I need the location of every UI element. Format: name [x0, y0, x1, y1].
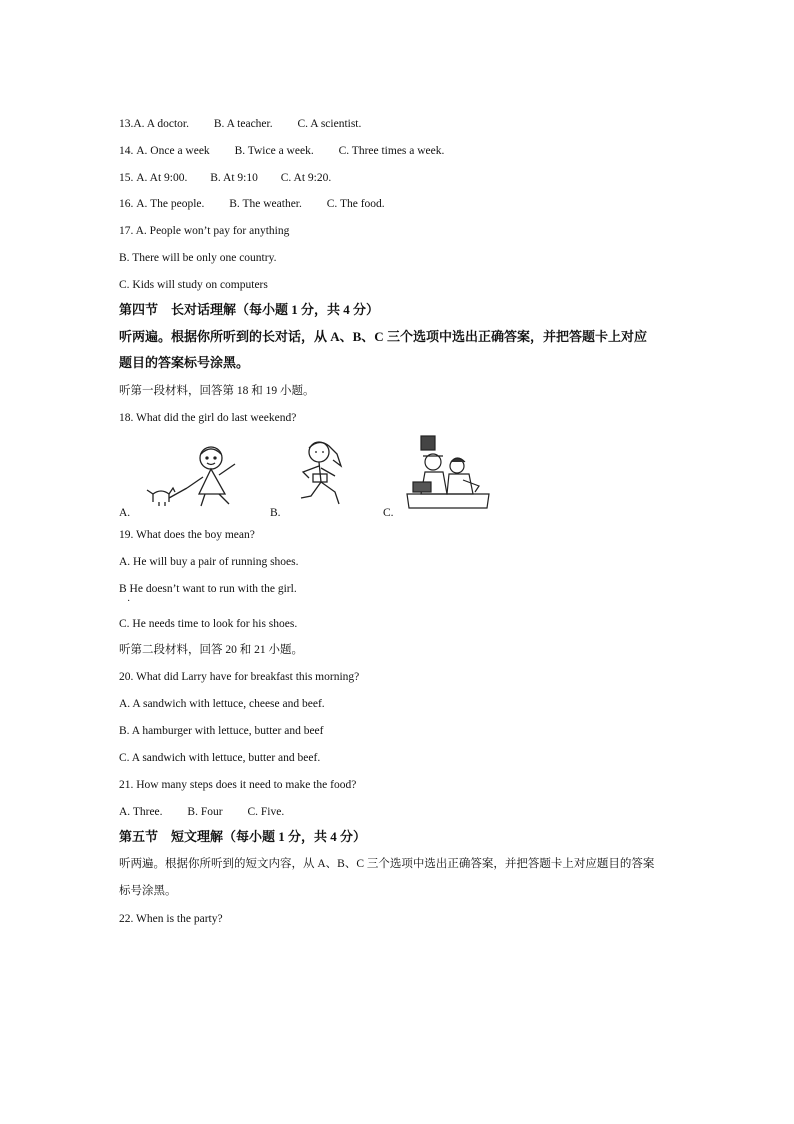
q18-option-a-label: A.: [119, 507, 131, 519]
q14-option-b: B. Twice a week.: [234, 145, 314, 157]
q18-question: 18. What did the girl do last weekend?: [119, 412, 297, 424]
q17-option-b: B. There will be only one country.: [119, 252, 277, 264]
q15-option-c: C. At 9:20.: [280, 172, 332, 184]
q15-option-a: A. At 9:00.: [136, 172, 188, 184]
section-4-instructions-2: 题目的答案标号涂黑。: [119, 355, 250, 370]
q16-option-b: B. The weather.: [229, 198, 302, 210]
q16-option-a: A. The people.: [136, 198, 205, 210]
question-16: [119, 197, 385, 211]
q13-option-a: A. A doctor.: [133, 118, 189, 130]
q15-num: 15.: [119, 172, 137, 184]
q19-question: 19. What does the boy mean?: [119, 529, 255, 541]
section-5-title: 第五节 短文理解（每小题 1 分，共 4 分）: [119, 829, 367, 844]
q22-question: 22. When is the party?: [119, 913, 223, 925]
q13-option-c: C. A scientist.: [297, 118, 362, 130]
question-15: [119, 171, 331, 185]
girl-walking-dog-picture: [139, 442, 244, 512]
q21-option-c: C. Five.: [247, 806, 285, 818]
material-1-note: 听第一段材料，回答第 18 和 19 小题。: [119, 385, 315, 397]
stray-dot: ·: [127, 596, 131, 607]
q20-option-b: B. A hamburger with lettuce, butter and beef: [119, 725, 324, 737]
q18-option-c-label: C.: [383, 507, 394, 519]
material-2-note: 听第二段材料，回答 20 和 21 小题。: [119, 644, 303, 656]
q21-options: [119, 805, 284, 819]
section-4-instructions-1: 听两遍。根据你所听到的长对话，从 A、B、C 三个选项中选出正确答案，并把答题卡上对应: [119, 329, 647, 344]
q15-option-b: B. At 9:10: [210, 172, 258, 184]
family-reading-picture: [403, 432, 493, 512]
section-4-title: 第四节 长对话理解（每小题 1 分，共 4 分）: [119, 302, 380, 317]
q19-option-b: B He doesn’t want to run with the girl.: [119, 583, 297, 595]
q16-num: 16.: [119, 198, 137, 210]
q13-a: 13.: [119, 118, 134, 130]
q17-option-c: C. Kids will study on computers: [119, 279, 268, 291]
q18-option-b-label: B.: [270, 507, 281, 519]
q14-option-c: C. Three times a week.: [338, 145, 445, 157]
girl-running-picture: [287, 436, 357, 512]
q20-option-c: C. A sandwich with lettuce, butter and beef.: [119, 752, 321, 764]
q21-option-b: B. Four: [187, 806, 223, 818]
q14-num: 14.: [119, 145, 137, 157]
section-5-instructions-2: 标号涂黑。: [119, 885, 177, 897]
q19-option-a: A. He will buy a pair of running shoes.: [119, 556, 299, 568]
q17-option-a: 17. A. People won’t pay for anything: [119, 225, 290, 237]
q20-question: 20. What did Larry have for breakfast this morning?: [119, 671, 360, 683]
question-14: [119, 144, 444, 158]
q14-option-a: A. Once a week: [136, 145, 210, 157]
q16-option-c: C. The food.: [326, 198, 385, 210]
q21-question: 21. How many steps does it need to make the food?: [119, 779, 357, 791]
section-5-instructions-1: 听两遍。根据你所听到的短文内容，从 A、B、C 三个选项中选出正确答案，并把答题卡上对应题目的答案: [119, 858, 655, 870]
q13-option-b: B. A teacher.: [213, 118, 273, 130]
q21-option-a: A. Three.: [119, 806, 163, 818]
q20-option-a: A. A sandwich with lettuce, cheese and beef.: [119, 698, 325, 710]
q18-pictures: [119, 432, 519, 522]
q19-option-c: C. He needs time to look for his shoes.: [119, 618, 298, 630]
question-13: [119, 117, 361, 131]
